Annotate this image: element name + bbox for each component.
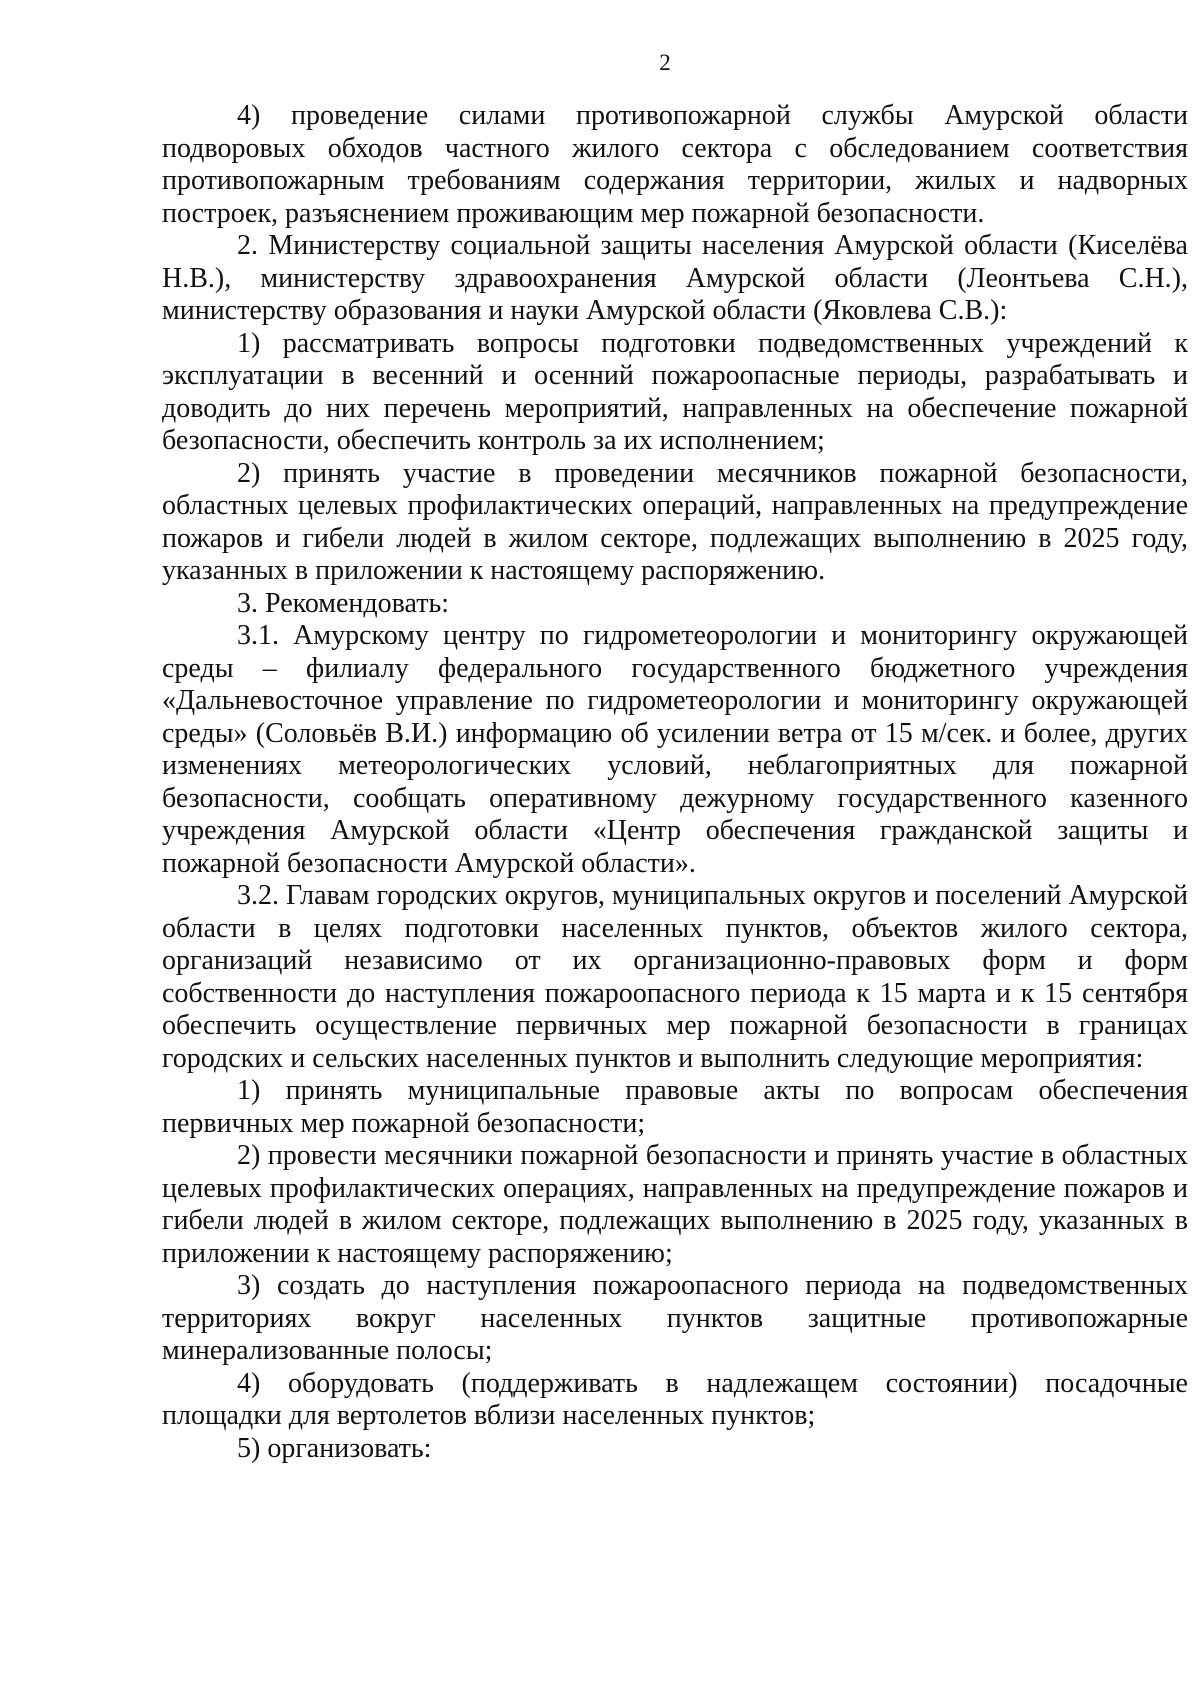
paragraph-heads-item-2: 2) провести месячники пожарной безопасности и принять участие в областных целевых профилактических операциях, направленных на предупреждение пожаров и гибели людей в жилом секторе, подлежащих выполнению в 2025 году, указанных в приложении к настоящему распоряжению; xyxy=(162,1140,1188,1269)
paragraph-recommend: 3. Рекомендовать: xyxy=(237,587,449,619)
page-number: 2 xyxy=(659,50,671,75)
document-body xyxy=(162,100,1188,1465)
paragraph-heads-item-4: 4) оборудовать (поддерживать в надлежащем состоянии) посадочные площадки для вертолетов вблизи населенных пунктов; xyxy=(162,1367,1188,1431)
paragraph-ministries-assignment: 2. Министерству социальной защиты населения Амурской области (Киселёва Н.В.), министерству здравоохранения Амурской области (Леонтьева С.Н.), министерству образования и науки Амурской области (Яковлева С.В.): xyxy=(162,230,1188,326)
paragraph-heads-item-3: 3) создать до наступления пожароопасного периода на подведомственных территориях вокруг населенных пунктов защитные противопожарные минерализованные полосы; xyxy=(162,1270,1188,1366)
paragraph-recommend-3-2: 3.2. Главам городских округов, муниципальных округов и поселений Амурской области в целях подготовки населенных пунктов, объектов жилого сектора, организаций независимо от их организационно-правовых форм и форм собственности до наступления пожароопасного периода к 15 марта и к 15 сентября обеспечить осуществление первичных мер пожарной безопасности в границах городских и сельских населенных пунктов и выполнить следующие мероприятия: xyxy=(162,880,1188,1074)
paragraph-recommend-3-1: 3.1. Амурскому центру по гидрометеорологии и мониторингу окружающей среды – филиалу федерального государственного бюджетного учреждения «Дальневосточное управление по гидрометеорологии и мониторингу окружающей среды» (Соловьёв В.И.) информацию об усилении ветра от 15 м/сек. и более, других изменениях метеорологических условий, неблагоприятных для пожарной безопасности, сообщать оперативному дежурному государственного казенного учреждения Амурской области «Центр обеспечения гражданской защиты и пожарной безопасности Амурской области». xyxy=(162,620,1188,879)
paragraph-ministries-item-2: 2) принять участие в проведении месячников пожарной безопасности, областных целевых профилактических операций, направленных на предупреждение пожаров и гибели людей в жилом секторе, подлежащих выполнению в 2025 году, указанных в приложении к настоящему распоряжению. xyxy=(162,457,1188,586)
paragraph-heads-item-5: 5) организовать: xyxy=(237,1432,432,1464)
paragraph-ministries-item-1: 1) рассматривать вопросы подготовки подведомственных учреждений к эксплуатации в весенний и осенний пожароопасные периоды, разрабатывать и доводить до них перечень мероприятий, направленных на обеспечение пожарной безопасности, обеспечить контроль за их исполнением; xyxy=(162,327,1188,456)
paragraph-fire-service-inspections: 4) проведение силами противопожарной службы Амурской области подворовых обходов частного жилого сектора с обследованием соответствия противопожарным требованиям содержания территории, жилых и надворных построек, разъяснением проживающим мер пожарной безопасности. xyxy=(162,100,1188,229)
paragraph-heads-item-1: 1) принять муниципальные правовые акты по вопросам обеспечения первичных мер пожарной безопасности; xyxy=(162,1075,1188,1139)
